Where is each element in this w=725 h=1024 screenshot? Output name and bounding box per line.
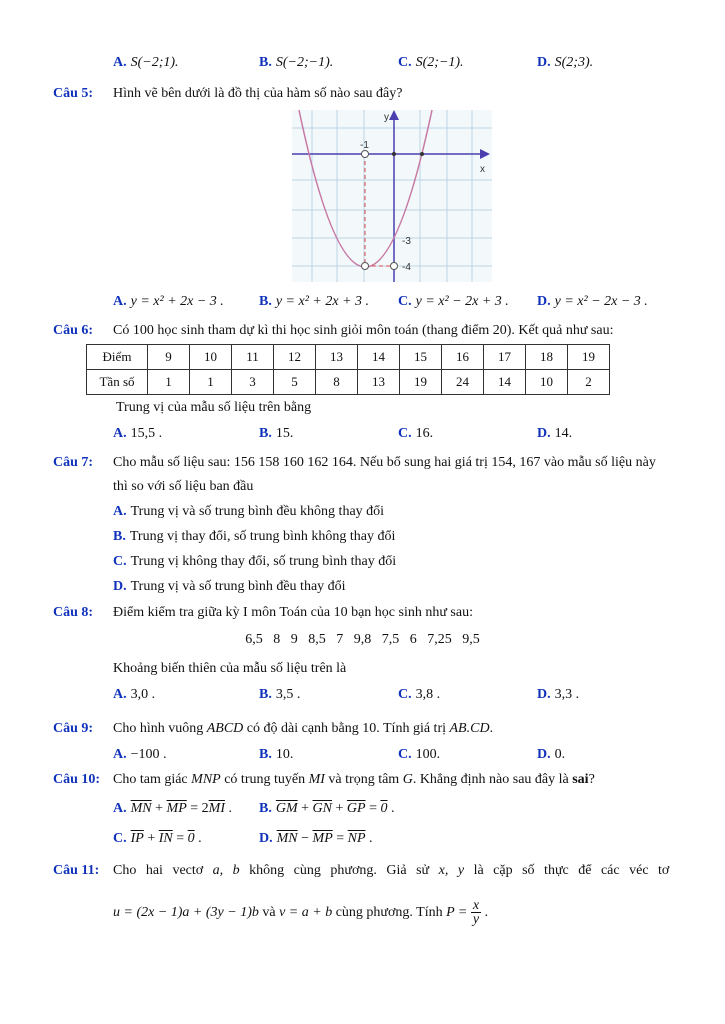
label-neg4: -4 [402, 262, 411, 273]
q11-text: Cho hai vectơ a, b không cùng phương. Giả sử x, y là cặp số thực để các véc tơ [113, 863, 670, 878]
q7-line-2 [0, 477, 725, 497]
q10-option-b: B. $\overline{GM} + \overline{GN} + \overline{GP} = 0$ . [259, 801, 395, 816]
q11-label: Câu 11: [53, 863, 100, 878]
q5-options [0, 292, 725, 312]
q6-text: Có 100 học sinh tham dự kì thi học sinh giỏi môn toán (thang điểm 20). Kết quả như sau: [113, 323, 614, 338]
table-cell: 2 [568, 370, 610, 395]
q6-options [0, 424, 725, 444]
q4-option-d: D. S(2;3). [537, 55, 594, 70]
root-dot [420, 152, 424, 156]
q8-option-a: A. 3,0 . [113, 687, 156, 702]
table-cell: 24 [442, 370, 484, 395]
question-9 [0, 719, 725, 739]
table-header-score: Điểm [87, 345, 148, 370]
question-5 [0, 84, 725, 104]
table-cell: 3 [232, 370, 274, 395]
table-header-frequency: Tần số [87, 370, 148, 395]
q5-option-a: A. y = x² + 2x − 3 . [113, 294, 224, 309]
q7-option-d: D. Trung vị và số trung bình đều thay đổi [113, 579, 346, 594]
q4-option-a: A. S(−2;1). [113, 55, 179, 70]
q6-option-c: C. 16. [398, 426, 434, 441]
q5-option-b: B. y = x² + 2x + 3 . [259, 294, 370, 309]
parabola-graph [292, 110, 492, 282]
q10-option-c: C. $\overline{IP} + \overline{IN} = 0$ . [113, 831, 202, 846]
q7-text-1: Cho mẫu số liệu sau: 156 158 160 162 164. Nếu bổ sung hai giá trị 154, 167 vào mẫu số liệu này [113, 455, 656, 470]
q6-after: Trung vị của mẫu số liệu trên bằng [116, 400, 312, 415]
q7-option-a: A. Trung vị và số trung bình đều không thay đổi [113, 504, 385, 519]
y-axis-label: y [384, 112, 389, 123]
table-cell: 5 [274, 370, 316, 395]
q4-options [0, 53, 725, 73]
table-row-freqs [87, 370, 610, 395]
table-cell: 13 [358, 370, 400, 395]
q9-options [0, 745, 725, 765]
q8-options [0, 685, 725, 705]
q10-option-d: D. $\overline{MN} - \overline{MP} = \overline{NP}$ . [259, 831, 373, 846]
question-8 [0, 603, 725, 623]
q9-label: Câu 9: [53, 721, 94, 736]
q10-text: Cho tam giác MNP có trung tuyến MI và trọng tâm G. Khẳng định nào sau đây là sai? [113, 772, 595, 787]
point-neg4-marker [391, 263, 398, 270]
x-axis-label: x [480, 164, 485, 175]
q8-label: Câu 8: [53, 605, 94, 620]
q5-option-d: D. y = x² − 2x − 3 . [537, 294, 648, 309]
vertex-marker [362, 263, 369, 270]
q9-option-c: C. 100. [398, 747, 441, 762]
q11-line-2 [0, 898, 725, 928]
q9-text: Cho hình vuông ABCD có độ dài cạnh bằng 10. Tính giá trị AB.CD. [113, 721, 494, 736]
question-6 [0, 321, 725, 341]
table-cell: 15 [400, 345, 442, 370]
q8-ask-row [0, 659, 725, 679]
q8-values-row [0, 630, 725, 650]
q8-option-d: D. 3,3 . [537, 687, 580, 702]
q10-option-a: A. $\overline{MN} + \overline{MP} = 2\overline{MI}$ . [113, 801, 232, 816]
q7-label: Câu 7: [53, 455, 94, 470]
q7-option-b: B. Trung vị thay đổi, số trung bình không thay đổi [113, 529, 396, 544]
q11-text-2: u = (2x − 1)a + (3y − 1)b và v = a + b cùng phương. Tính P = $\frac{x}{y}$ . [113, 898, 489, 928]
q8-values: 6,5 8 9 8,5 7 9,8 7,5 6 7,25 9,5 [245, 632, 480, 647]
table-cell: 8 [316, 370, 358, 395]
table-cell: 14 [358, 345, 400, 370]
table-cell: 12 [274, 345, 316, 370]
table-cell: 14 [484, 370, 526, 395]
q7-text-2: thì so với số liệu ban đầu [113, 479, 254, 494]
fraction-x-over-y: $\frac{x}{y}$ [472, 898, 480, 928]
table-cell: 10 [526, 370, 568, 395]
q9-option-a: A. −100 . [113, 747, 167, 762]
question-7 [0, 453, 725, 473]
q6-option-b: B. 15. [259, 426, 294, 441]
table-cell: 13 [316, 345, 358, 370]
q5-label: Câu 5: [53, 86, 94, 101]
q8-text: Điểm kiểm tra giữa kỳ I môn Toán của 10 bạn học sinh như sau: [113, 605, 473, 620]
table-cell: 19 [568, 345, 610, 370]
q8-option-b: B. 3,5 . [259, 687, 301, 702]
question-10 [0, 770, 725, 790]
q6-option-a: A. 15,5 . [113, 426, 163, 441]
origin-dot [392, 152, 396, 156]
label-neg3: -3 [402, 236, 411, 247]
q10-label: Câu 10: [53, 772, 101, 787]
table-cell: 1 [148, 370, 190, 395]
frequency-table [86, 344, 610, 395]
q7-option-c: C. Trung vị không thay đổi, số trung bình thay đổi [113, 554, 397, 569]
q9-option-d: D. 0. [537, 747, 566, 762]
q6-label: Câu 6: [53, 323, 94, 338]
q8-option-c: C. 3,8 . [398, 687, 441, 702]
q5-option-c: C. y = x² − 2x + 3 . [398, 294, 509, 309]
label-neg1: -1 [360, 140, 369, 151]
question-11 [0, 861, 725, 881]
point-neg1-marker [362, 151, 369, 158]
table-cell: 9 [148, 345, 190, 370]
table-row-scores [87, 345, 610, 370]
table-cell: 10 [190, 345, 232, 370]
table-cell: 16 [442, 345, 484, 370]
q4-option-c: C. S(2;−1). [398, 55, 464, 70]
q9-option-b: B. 10. [259, 747, 294, 762]
q5-text: Hình vẽ bên dưới là đồ thị của hàm số nào sau đây? [113, 86, 403, 101]
table-cell: 11 [232, 345, 274, 370]
table-cell: 17 [484, 345, 526, 370]
q6-option-d: D. 14. [537, 426, 573, 441]
table-cell: 18 [526, 345, 568, 370]
q8-ask: Khoảng biến thiên của mẫu số liệu trên là [113, 661, 347, 676]
table-cell: 19 [400, 370, 442, 395]
table-cell: 1 [190, 370, 232, 395]
q4-option-b: B. S(−2;−1). [259, 55, 334, 70]
q10-options-ab [0, 799, 725, 819]
q10-options-cd [0, 829, 725, 849]
